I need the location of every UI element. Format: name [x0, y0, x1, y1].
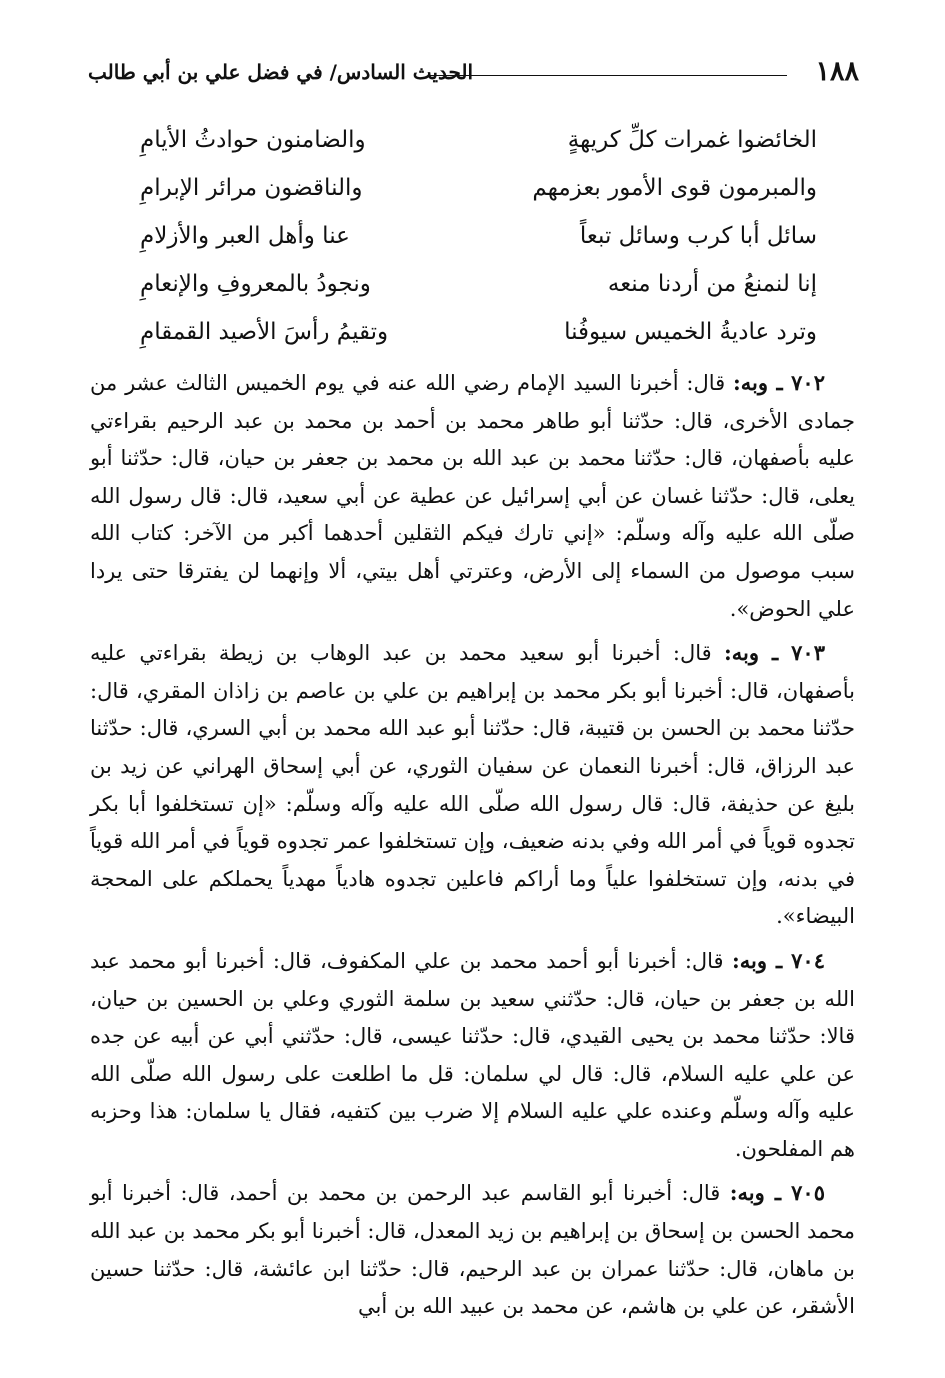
hadith-number: ٧٠٤ ـ وبه: — [731, 947, 825, 973]
page-header — [88, 52, 859, 96]
verse — [90, 118, 857, 166]
hadith-body: قال: أخبرنا أبو أحمد محمد بن علي المكفوف، قال: أخبرنا أبو محمد عبد الله بن جعفر بن حيان، قال: حدّثني سعيد بن سلمة الثوري وعلي بن الحسين بن حيان، قالا: حدّثنا محمد بن يحيى القيدي، قال: حدّثنا عيسى، قال: حدّثني أبي عن أبيه عن جده عن علي عليه السلام، قال: قال لي سلمان: قل ما اطلعت على رسول الله صلّى الله عليه وآله وسلّم وعنده علي عليه السلام إلا ضرب بين كتفيه، فقال يا سلمان: هذا وحزبه هم المفلحون. — [90, 948, 855, 1161]
hadith-paragraph — [90, 364, 855, 628]
verse — [90, 310, 857, 358]
hadith-number: ٧٠٣ ـ وبه: — [724, 640, 825, 666]
hadith-body: قال: أخبرنا أبو القاسم عبد الرحمن بن محمد بن أحمد، قال: أخبرنا أبو محمد الحسن بن إسحاق بن إبراهيم بن زيد المعدل، قال: أخبرنا أبو بكر محمد بن عبد الله بن ماهان، قال: حدّثنا عمران بن عبد الرحيم، قال: حدّثنا ابن عائشة، قال: حدّثنا حسين الأشقر، عن علي بن هاشم، عن محمد بن عبيد الله بن أبي — [90, 1181, 855, 1319]
verse — [90, 166, 857, 214]
header-rule — [428, 75, 787, 76]
verse-first-hemistich: والمبرمون قوى الأمور بعزمهم — [532, 175, 817, 201]
verse-second-hemistich: والضامنون حوادثُ الأيامِ — [140, 127, 366, 153]
hadith-paragraph — [90, 634, 855, 936]
page-number: ١٨٨ — [815, 56, 859, 87]
verse-first-hemistich: إنا لنمنعُ من أردنا منعه — [607, 271, 817, 297]
verse-first-hemistich: الخائضوا غمرات كلِّ كريهةٍ — [567, 127, 817, 153]
hadith-text — [90, 364, 855, 1332]
verse-second-hemistich: ونجودُ بالمعروفِ والإنعامِ — [140, 271, 371, 297]
verse — [90, 262, 857, 310]
hadith-paragraph — [90, 1174, 855, 1325]
hadith-paragraph — [90, 942, 855, 1169]
verse-first-hemistich: وترد عاديةُ الخميس سيوفُنا — [564, 319, 817, 345]
hadith-number: ٧٠٢ ـ وبه: — [733, 370, 825, 395]
verse — [90, 214, 857, 262]
hadith-body: قال: أخبرنا السيد الإمام رضي الله عنه في يوم الخميس الثالث عشر من جمادى الأخرى، قال: حدّثنا أبو طاهر محمد بن أحمد بن محمد بن عبد الرحيم بقراءتي عليه بأصفهان، قال: حدّثنا محمد بن عبد الله بن محمد بن جعفر بن حيان، قال: حدّثنا أبو يعلى، قال: حدّثنا غسان عن أبي إسرائيل عن عطية عن أبي سعيد، قال: قال رسول الله صلّى الله عليه وآله وسلّم: «إني تارك فيكم الثقلين أحدهما أكبر من الآخر: كتاب الله سبب موصول من السماء إلى الأرض، وعترتي أهل بيتي، ألا وإنهما لن يفترقا حتى يردا علي الحوض». — [90, 371, 855, 621]
verse-first-hemistich: سائل أبا كرب وسائل تبعاً — [579, 223, 817, 249]
verse-second-hemistich: وتقيمُ رأسَ الأصيد القمقامِ — [140, 319, 389, 345]
verse-second-hemistich: والناقضون مرائر الإبرامِ — [140, 175, 363, 201]
poem — [90, 118, 857, 358]
running-title: الحديث السادس/ في فضل علي بن أبي طالب — [88, 60, 474, 84]
hadith-body: قال: أخبرنا أبو سعيد محمد بن عبد الوهاب بن زيطة بقراءتي عليه بأصفهان، قال: أخبرنا أبو بكر محمد بن إبراهيم بن علي بن عاصم بن زاذان المقري، قال: حدّثنا محمد بن الحسن بن قتيبة، قال: حدّثنا أبو عبد الله محمد بن أبي السري، قال: حدّثنا عبد الرزاق، قال: أخبرنا النعمان عن سفيان الثوري، عن أبي إسحاق الهراني عن زيد بن بليغ عن حذيفة، قال: قال رسول الله صلّى الله عليه وآله وسلّم: «إن تستخلفوا أبا بكر تجدوه قوياً في أمر الله وفي بدنه ضعيف، وإن تستخلفوا عمر تجدوه قوياً في أمر الله قوياً في بدنه، وإن تستخلفوا علياً وما أراكم فاعلين تجدوه هادياً مهدياً يحملكم على المحجة البيضاء». — [90, 641, 855, 929]
hadith-number: ٧٠٥ ـ وبه: — [729, 1180, 825, 1206]
verse-second-hemistich: عنا وأهل العبر والأزلامِ — [140, 223, 350, 249]
